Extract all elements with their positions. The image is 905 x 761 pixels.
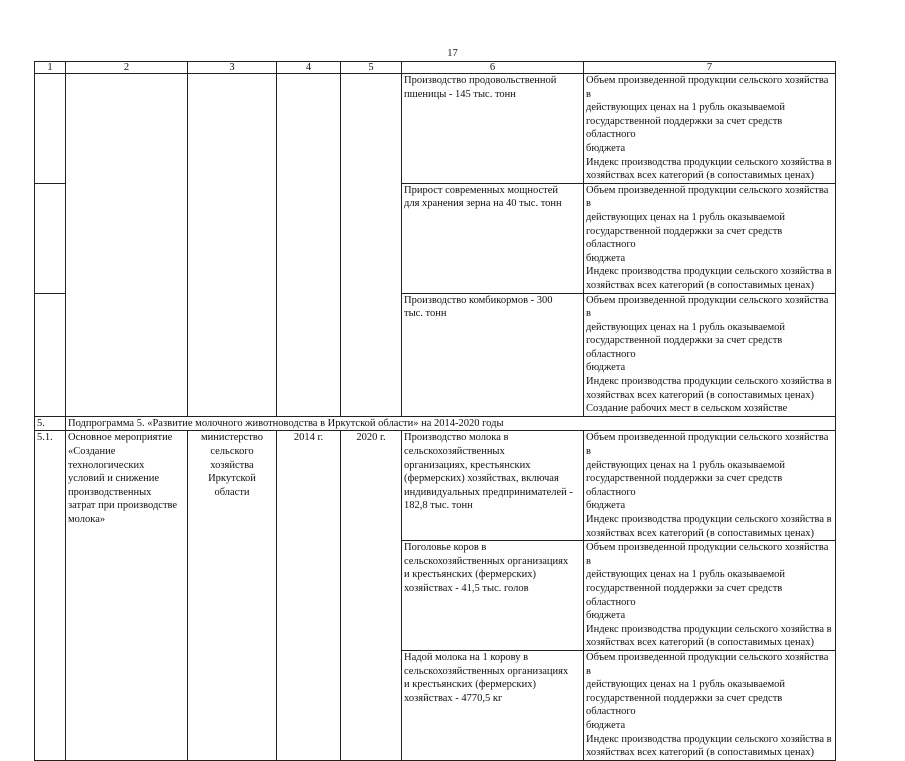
text-line: бюджета (586, 142, 626, 154)
text-line: Основное мероприятие (68, 432, 173, 444)
text-line: условий и снижение (68, 473, 160, 485)
result-cell (402, 431, 584, 541)
table-row (35, 74, 836, 184)
text-line: бюджета (586, 362, 626, 374)
text-line: Индекс производства продукции сельского хозяйства в (586, 376, 832, 388)
text-line: государственной поддержки за счет средств областного (586, 692, 783, 718)
text-line: хозяйствах всех категорий (в сопоставимых ценах) (586, 637, 814, 649)
start-year: 2014 г. (277, 431, 341, 760)
executor-cell (188, 431, 277, 760)
column-number: 7 (584, 62, 836, 74)
text-line: Создание рабочих мест в сельском хозяйстве (586, 403, 788, 415)
end-cell-continued (341, 74, 402, 417)
indicators-cell (584, 293, 836, 416)
text-line: Объем произведенной продукции сельского хозяйства в (586, 294, 829, 320)
text-line: Индекс производства продукции сельского хозяйства в (586, 266, 832, 278)
text-line: государственной поддержки за счет средств областного (586, 335, 783, 360)
text-line: тыс. тонн (404, 308, 447, 320)
text-line: государственной поддержки за счет средств областного (586, 473, 783, 498)
text-line: действующих ценах на 1 рубль оказываемой (586, 569, 786, 581)
text-line: сельскохозяйственных организациях (404, 555, 569, 567)
text-line: «Создание (68, 446, 116, 458)
measure-name (66, 431, 188, 760)
text-line: хозяйствах всех категорий (в сопоставимых ценах) (586, 527, 814, 539)
text-line: Индекс производства продукции сельского хозяйства в (586, 733, 832, 745)
text-line: Надой молока на 1 корову в (404, 651, 529, 663)
column-number: 6 (402, 62, 584, 74)
text-line: Индекс производства продукции сельского хозяйства в (586, 156, 832, 168)
indicators-cell (584, 541, 836, 651)
column-number: 3 (188, 62, 277, 74)
column-number: 2 (66, 62, 188, 74)
number-cell (35, 183, 66, 293)
text-line: Индекс производства продукции сельского хозяйства в (586, 514, 832, 525)
indicators-cell (584, 183, 836, 293)
number-cell (35, 74, 66, 184)
text-line: действующих ценах на 1 рубль оказываемой (586, 102, 786, 114)
text-line: Прирост современных мощностей (404, 184, 558, 196)
result-cell (402, 650, 584, 760)
text-line: государственной поддержки за счет средств областного (586, 225, 783, 251)
text-line: пшеницы - 145 тыс. тонн (404, 88, 516, 100)
text-line: хозяйствах всех категорий (в сопоставимых ценах) (586, 170, 814, 182)
text-line: хозяйствах - 41,5 тыс. голов (404, 582, 529, 594)
page-number: 17 (447, 48, 458, 59)
text-line: бюджета (586, 500, 626, 512)
text-line: действующих ценах на 1 рубль оказываемой (586, 679, 786, 691)
indicators-cell (584, 431, 836, 541)
text-line: индивидуальных предпринимателей - (404, 486, 573, 498)
indicators-cell (584, 650, 836, 760)
text-line: хозяйствах всех категорий (в сопоставимых ценах) (586, 279, 814, 291)
text-line: действующих ценах на 1 рубль оказываемой (586, 321, 786, 333)
text-line: государственной поддержки за счет средств областного (586, 115, 783, 141)
measure-number: 5.1. (35, 431, 66, 760)
text-line: Индекс производства продукции сельского хозяйства в (586, 623, 832, 635)
text-line: молока» (68, 514, 106, 525)
text-line: хозяйства (210, 459, 254, 471)
text-line: производственных (68, 486, 152, 498)
text-line: министерство (200, 432, 264, 444)
text-line: технологических (68, 459, 145, 471)
text-line: Объем произведенной продукции сельского хозяйства в (586, 651, 829, 677)
result-cell (402, 74, 584, 184)
column-number: 1 (35, 62, 66, 74)
text-line: Производство молока в (404, 432, 509, 444)
column-number-row (35, 62, 836, 74)
text-line: Объем произведенной продукции сельского хозяйства в (586, 184, 829, 210)
text-line: 182,8 тыс. тонн (404, 500, 473, 512)
result-cell (402, 183, 584, 293)
text-line: Объем произведенной продукции сельского хозяйства в (586, 75, 829, 100)
text-line: Объем произведенной продукции сельского хозяйства в (586, 542, 829, 567)
text-line: и крестьянских (фермерских) (404, 679, 536, 691)
text-line: действующих ценах на 1 рубль оказываемой (586, 459, 786, 471)
result-cell (402, 541, 584, 651)
end-year: 2020 г. (341, 431, 402, 760)
text-line: Производство продовольственной (404, 75, 557, 86)
text-line: сельскохозяйственных (404, 446, 505, 458)
subprogram-row (35, 416, 836, 431)
text-line: Поголовье коров в (404, 542, 487, 554)
text-line: области (214, 486, 250, 498)
text-line: Производство комбикормов - 300 (404, 294, 553, 306)
column-number: 5 (341, 62, 402, 74)
text-line: бюджета (586, 719, 626, 731)
text-line: сельского (210, 446, 254, 458)
text-line: для хранения зерна на 40 тыс. тонн (404, 198, 562, 210)
table-row (35, 431, 836, 541)
text-line: хозяйствах всех категорий (в сопоставимых ценах) (586, 389, 814, 401)
text-line: бюджета (586, 252, 626, 264)
subprogram-title: Подпрограмма 5. «Развитие молочного животноводства в Иркутской области» на 2014-2020 годы (66, 416, 836, 431)
text-line: хозяйствах всех категорий (в сопоставимых ценах) (586, 747, 814, 759)
text-line: Объем произведенной продукции сельского хозяйства в (586, 432, 829, 458)
executor-cell-continued (188, 74, 277, 417)
program-table (34, 61, 836, 761)
text-line: (фермерских) хозяйствах, включая (404, 473, 559, 485)
text-line: Иркутской (208, 473, 256, 485)
indicators-cell (584, 74, 836, 184)
text-line: действующих ценах на 1 рубль оказываемой (586, 211, 786, 223)
text-line: бюджета (586, 610, 626, 622)
text-line: хозяйствах - 4770,5 кг (404, 692, 503, 704)
measure-cell-continued (66, 74, 188, 417)
text-line: государственной поддержки за счет средств областного (586, 582, 783, 608)
column-number: 4 (277, 62, 341, 74)
text-line: сельскохозяйственных организациях (404, 665, 569, 677)
text-line: организациях, крестьянских (404, 459, 531, 471)
text-line: затрат при производстве (68, 500, 178, 512)
result-cell (402, 293, 584, 416)
subprogram-number: 5. (35, 416, 66, 431)
number-cell (35, 293, 66, 416)
text-line: и крестьянских (фермерских) (404, 569, 536, 581)
start-cell-continued (277, 74, 341, 417)
